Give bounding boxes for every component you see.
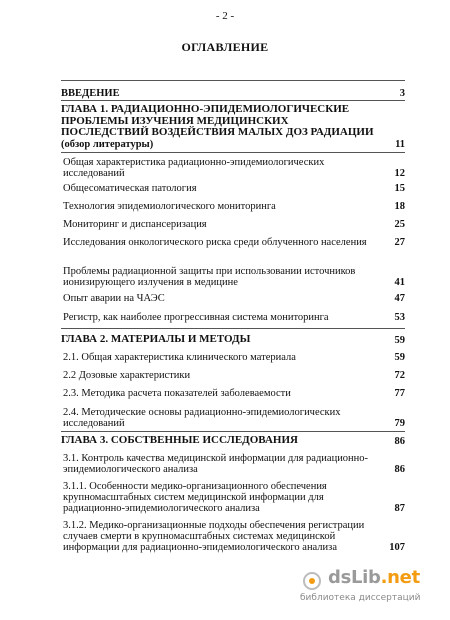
toc-entry-section <box>61 352 405 363</box>
toc-entry-section <box>61 370 405 381</box>
toc-entry-page: 25 <box>394 219 405 230</box>
dslib-watermark <box>300 567 446 613</box>
page-number: - 2 - <box>215 10 235 22</box>
toc-entry-title: (обзор литературы) <box>61 139 154 150</box>
toc-entry-intro <box>61 88 405 99</box>
toc-entry-chapter-2 <box>61 334 405 346</box>
toc-entry-title: Мониторинг и диспансеризация <box>63 219 207 230</box>
toc-entry-section <box>61 293 405 304</box>
toc-entry-section <box>61 237 405 248</box>
toc-entry-page: 59 <box>394 352 405 363</box>
toc-entry-section <box>61 266 405 288</box>
toc-entry-page: 59 <box>394 334 405 346</box>
divider <box>61 152 405 153</box>
toc-entry-page: 72 <box>394 370 405 381</box>
toc-entry-page: 53 <box>394 312 405 323</box>
top-rule <box>61 80 405 81</box>
divider <box>61 100 405 101</box>
toc-entry-page: 12 <box>394 168 405 179</box>
toc-entry-section <box>61 453 405 475</box>
toc-entry-title: ВВЕДЕНИЕ <box>61 88 120 99</box>
toc-entry-page: 86 <box>394 435 405 447</box>
watermark-logo-main: dsLib <box>328 567 381 588</box>
toc-entry-title: Общая характеристика радиационно-эпидемиологических исследований <box>63 157 325 179</box>
toc-entry-title: Общесоматическая патология <box>63 183 197 194</box>
toc-entry-title: 2.4. Методические основы радиационно-эпидемиологических исследований <box>63 407 341 429</box>
watermark-logo-tld: .net <box>380 567 420 588</box>
toc-entry-title: ГЛАВА 1. РАДИАЦИОННО-ЭПИДЕМИОЛОГИЧЕСКИЕ ПРОБЛЕМЫ ИЗУЧЕНИЯ МЕДИЦИНСКИХ ПОСЛЕДСТВИЙ ВОЗДЕЙСТВИЯ МАЛЫХ ДОЗ РАДИАЦИИ <box>61 103 374 138</box>
toc-entry-title: Технология эпидемиологического мониторинга <box>63 201 276 212</box>
toc-entry-title: Проблемы радиационной защиты при использовании источников ионизирующего излучения в медицине <box>63 266 356 288</box>
toc-entry-title: Исследования онкологического риска среди облученного населения <box>63 237 367 248</box>
toc-entry-section <box>61 520 405 553</box>
divider <box>61 431 405 432</box>
toc-entry-page: 77 <box>394 388 405 399</box>
toc-entry-page: 27 <box>394 237 405 248</box>
toc-title: ОГЛАВЛЕНИЕ <box>181 40 269 54</box>
toc-entry-section <box>61 201 405 212</box>
toc-entry-page: 47 <box>394 293 405 304</box>
toc-entry-page: 11 <box>395 139 405 150</box>
toc-entry-chapter-3 <box>61 435 405 447</box>
toc-entry-section <box>61 481 405 514</box>
dslib-logo-icon <box>302 571 322 591</box>
toc-entry-page: 18 <box>394 201 405 212</box>
toc-entry-page: 15 <box>394 183 405 194</box>
watermark-subtitle: библиотека диссертаций <box>300 593 421 603</box>
watermark-logo <box>328 567 420 588</box>
toc-entry-section <box>61 219 405 230</box>
toc-entry-title: 2.1. Общая характеристика клинического материала <box>63 352 296 363</box>
toc-entry-page: 87 <box>394 503 405 514</box>
toc-entry-page: 3 <box>399 88 405 99</box>
toc-entry-title: 2.3. Методика расчета показателей заболеваемости <box>63 388 291 399</box>
toc-entry-section <box>61 183 405 194</box>
toc-entry-section <box>61 407 405 429</box>
toc-entry-chapter-1 <box>61 104 405 139</box>
toc-entry-section <box>61 388 405 399</box>
toc-entry-page: 41 <box>394 277 405 288</box>
toc-entry-page: 107 <box>389 542 405 553</box>
toc-entry-title: 3.1.2. Медико-организационные подходы обеспечения регистрации случаев смерти в крупномасштабных системах медицинской информации для радиационно-эпидемиологического анализа <box>63 520 365 553</box>
toc-entry-title: ГЛАВА 3. СОБСТВЕННЫЕ ИССЛЕДОВАНИЯ <box>61 434 298 446</box>
toc-entry-section <box>61 312 405 323</box>
toc-entry-page: 86 <box>394 464 405 475</box>
toc-entry-chapter-1-review <box>61 139 405 150</box>
toc-entry-page: 79 <box>394 418 405 429</box>
divider <box>61 328 405 329</box>
toc-entry-section <box>61 157 405 179</box>
toc-entry-title: ГЛАВА 2. МАТЕРИАЛЫ И МЕТОДЫ <box>61 333 251 345</box>
toc-entry-title: 3.1. Контроль качества медицинской информации для радиационно-эпидемиологического анализа <box>63 453 369 475</box>
toc-entry-title: Опыт аварии на ЧАЭС <box>63 293 165 304</box>
toc-entry-title: 3.1.1. Особенности медико-организационного обеспечения крупномасштабных систем медицинской информации для радиационно-эпидемиологического анализа <box>63 481 327 514</box>
toc-entry-title: 2.2 Дозовые характеристики <box>63 370 191 381</box>
toc-entry-title: Регистр, как наиболее прогрессивная система мониторинга <box>63 312 329 323</box>
